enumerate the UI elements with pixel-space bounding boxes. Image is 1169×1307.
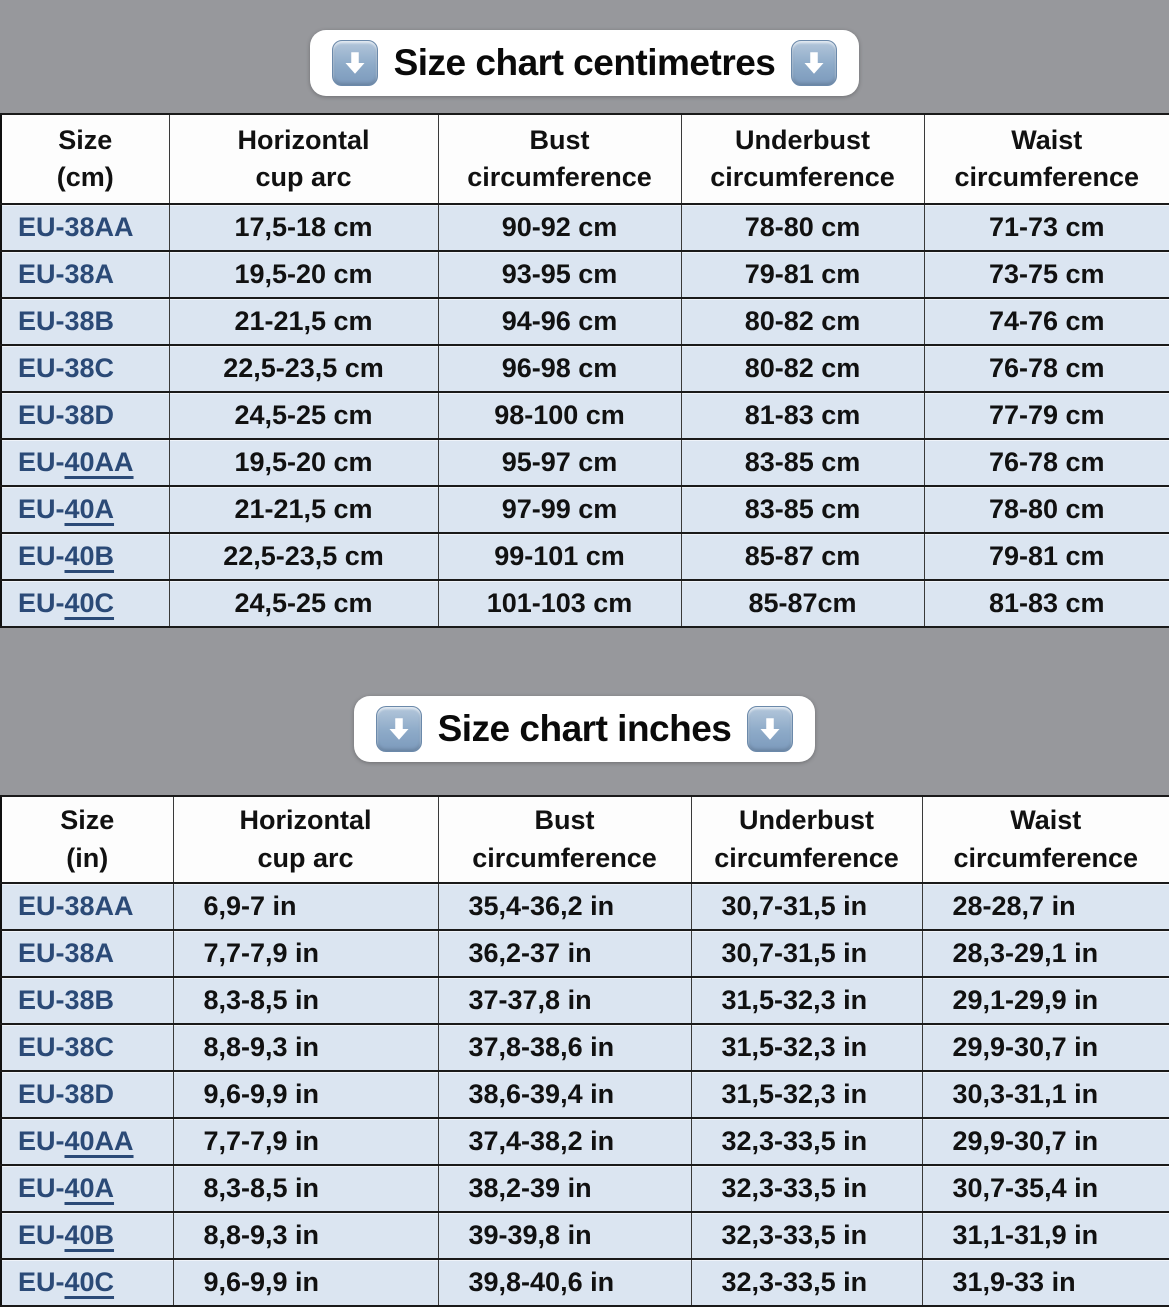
measurement-cell: 29,9-30,7 in xyxy=(922,1024,1169,1071)
table-row xyxy=(1,883,1169,930)
measurement-cell: 35,4-36,2 in xyxy=(438,883,691,930)
measurement-cell: 30,3-31,1 in xyxy=(922,1071,1169,1118)
measurement-cell: 37,8-38,6 in xyxy=(438,1024,691,1071)
column-header-cup-arc: Horizontal cup arc xyxy=(169,114,438,204)
measurement-cell: 8,8-9,3 in xyxy=(173,1024,438,1071)
measurement-cell: 36,2-37 in xyxy=(438,930,691,977)
measurement-cell: 83-85 cm xyxy=(681,439,924,486)
measurement-cell: 90-92 cm xyxy=(438,204,681,251)
measurement-cell: 38,6-39,4 in xyxy=(438,1071,691,1118)
measurement-cell: 37,4-38,2 in xyxy=(438,1118,691,1165)
measurement-cell: 38,2-39 in xyxy=(438,1165,691,1212)
header-row xyxy=(1,114,1169,204)
measurement-cell: 99-101 cm xyxy=(438,533,681,580)
measurement-cell: 22,5-23,5 cm xyxy=(169,345,438,392)
table-row xyxy=(1,298,1169,345)
size-label-cell: EU-38A xyxy=(1,930,173,977)
measurement-cell: 19,5-20 cm xyxy=(169,439,438,486)
measurement-cell: 6,9-7 in xyxy=(173,883,438,930)
column-header-bust: Bust circumference xyxy=(438,114,681,204)
measurement-cell: 85-87 cm xyxy=(681,533,924,580)
measurement-cell: 8,3-8,5 in xyxy=(173,977,438,1024)
table-row xyxy=(1,1212,1169,1259)
measurement-cell: 94-96 cm xyxy=(438,298,681,345)
column-header-underbust: Underbust circumference xyxy=(691,796,922,883)
measurement-cell: 28-28,7 in xyxy=(922,883,1169,930)
measurement-cell: 85-87cm xyxy=(681,580,924,627)
measurement-cell: 9,6-9,9 in xyxy=(173,1259,438,1306)
measurement-cell: 32,3-33,5 in xyxy=(691,1118,922,1165)
table-row xyxy=(1,345,1169,392)
size-label-cell: EU-40A xyxy=(1,1165,173,1212)
table-row xyxy=(1,533,1169,580)
measurement-cell: 9,6-9,9 in xyxy=(173,1071,438,1118)
size-label-cell: EU-40A xyxy=(1,486,169,533)
measurement-cell: 19,5-20 cm xyxy=(169,251,438,298)
measurement-cell: 80-82 cm xyxy=(681,345,924,392)
measurement-cell: 78-80 cm xyxy=(681,204,924,251)
size-label-cell: EU-40C xyxy=(1,1259,173,1306)
measurement-cell: 81-83 cm xyxy=(681,392,924,439)
measurement-cell: 30,7-31,5 in xyxy=(691,930,922,977)
measurement-cell: 101-103 cm xyxy=(438,580,681,627)
table-row xyxy=(1,1259,1169,1306)
column-header-waist: Waist circumference xyxy=(924,114,1169,204)
measurement-cell: 28,3-29,1 in xyxy=(922,930,1169,977)
column-header-underbust: Underbust circumference xyxy=(681,114,924,204)
table-row xyxy=(1,1024,1169,1071)
size-label-cell: EU-38C xyxy=(1,1024,173,1071)
measurement-cell: 31,5-32,3 in xyxy=(691,1024,922,1071)
measurement-cell: 80-82 cm xyxy=(681,298,924,345)
measurement-cell: 32,3-33,5 in xyxy=(691,1165,922,1212)
down-arrow-icon xyxy=(747,706,793,752)
measurement-cell: 8,8-9,3 in xyxy=(173,1212,438,1259)
measurement-cell: 79-81 cm xyxy=(924,533,1169,580)
measurement-cell: 24,5-25 cm xyxy=(169,580,438,627)
size-label-cell: EU-40AA xyxy=(1,1118,173,1165)
measurement-cell: 37-37,8 in xyxy=(438,977,691,1024)
size-label-cell: EU-38D xyxy=(1,392,169,439)
size-label-cell: EU-38B xyxy=(1,298,169,345)
table-row xyxy=(1,204,1169,251)
measurement-cell: 97-99 cm xyxy=(438,486,681,533)
measurement-cell: 98-100 cm xyxy=(438,392,681,439)
page-title-cm: Size chart centimetres xyxy=(393,41,776,83)
size-label-cell: EU-38D xyxy=(1,1071,173,1118)
measurement-cell: 39,8-40,6 in xyxy=(438,1259,691,1306)
title-banner-cm xyxy=(310,30,860,96)
down-arrow-icon xyxy=(376,706,422,752)
measurement-cell: 24,5-25 cm xyxy=(169,392,438,439)
size-table-cm xyxy=(0,113,1169,628)
table-row xyxy=(1,251,1169,298)
measurement-cell: 39-39,8 in xyxy=(438,1212,691,1259)
size-label-cell: EU-38B xyxy=(1,977,173,1024)
table-row xyxy=(1,439,1169,486)
measurement-cell: 76-78 cm xyxy=(924,345,1169,392)
table-row xyxy=(1,392,1169,439)
measurement-cell: 30,7-31,5 in xyxy=(691,883,922,930)
measurement-cell: 93-95 cm xyxy=(438,251,681,298)
column-header-size: Size (in) xyxy=(1,796,173,883)
measurement-cell: 21-21,5 cm xyxy=(169,298,438,345)
table-row xyxy=(1,930,1169,977)
measurement-cell: 76-78 cm xyxy=(924,439,1169,486)
measurement-cell: 31,5-32,3 in xyxy=(691,977,922,1024)
measurement-cell: 79-81 cm xyxy=(681,251,924,298)
size-label-cell: EU-40AA xyxy=(1,439,169,486)
measurement-cell: 22,5-23,5 cm xyxy=(169,533,438,580)
measurement-cell: 73-75 cm xyxy=(924,251,1169,298)
measurement-cell: 30,7-35,4 in xyxy=(922,1165,1169,1212)
column-header-cup-arc: Horizontal cup arc xyxy=(173,796,438,883)
measurement-cell: 81-83 cm xyxy=(924,580,1169,627)
measurement-cell: 74-76 cm xyxy=(924,298,1169,345)
measurement-cell: 7,7-7,9 in xyxy=(173,930,438,977)
header-row xyxy=(1,796,1169,883)
down-arrow-icon xyxy=(791,40,837,86)
column-header-size: Size (cm) xyxy=(1,114,169,204)
measurement-cell: 31,9-33 in xyxy=(922,1259,1169,1306)
measurement-cell: 32,3-33,5 in xyxy=(691,1259,922,1306)
size-label-cell: EU-40B xyxy=(1,1212,173,1259)
size-label-cell: EU-40C xyxy=(1,580,169,627)
measurement-cell: 71-73 cm xyxy=(924,204,1169,251)
column-header-bust: Bust circumference xyxy=(438,796,691,883)
table-row xyxy=(1,977,1169,1024)
measurement-cell: 96-98 cm xyxy=(438,345,681,392)
measurement-cell: 78-80 cm xyxy=(924,486,1169,533)
measurement-cell: 29,9-30,7 in xyxy=(922,1118,1169,1165)
measurement-cell: 29,1-29,9 in xyxy=(922,977,1169,1024)
title-section-in xyxy=(0,696,1169,762)
measurement-cell: 31,5-32,3 in xyxy=(691,1071,922,1118)
table-row xyxy=(1,1165,1169,1212)
measurement-cell: 21-21,5 cm xyxy=(169,486,438,533)
measurement-cell: 77-79 cm xyxy=(924,392,1169,439)
measurement-cell: 95-97 cm xyxy=(438,439,681,486)
table-row xyxy=(1,580,1169,627)
title-section-cm xyxy=(0,0,1169,96)
size-label-cell: EU-38AA xyxy=(1,883,173,930)
table-row xyxy=(1,1118,1169,1165)
title-banner-in xyxy=(354,696,816,762)
measurement-cell: 32,3-33,5 in xyxy=(691,1212,922,1259)
measurement-cell: 31,1-31,9 in xyxy=(922,1212,1169,1259)
table-row xyxy=(1,486,1169,533)
page-title-in: Size chart inches xyxy=(437,707,732,749)
size-label-cell: EU-38AA xyxy=(1,204,169,251)
size-label-cell: EU-38A xyxy=(1,251,169,298)
size-label-cell: EU-40B xyxy=(1,533,169,580)
down-arrow-icon xyxy=(332,40,378,86)
size-label-cell: EU-38C xyxy=(1,345,169,392)
table-row xyxy=(1,1071,1169,1118)
measurement-cell: 7,7-7,9 in xyxy=(173,1118,438,1165)
size-table-in xyxy=(0,795,1169,1307)
measurement-cell: 8,3-8,5 in xyxy=(173,1165,438,1212)
measurement-cell: 17,5-18 cm xyxy=(169,204,438,251)
measurement-cell: 83-85 cm xyxy=(681,486,924,533)
column-header-waist: Waist circumference xyxy=(922,796,1169,883)
